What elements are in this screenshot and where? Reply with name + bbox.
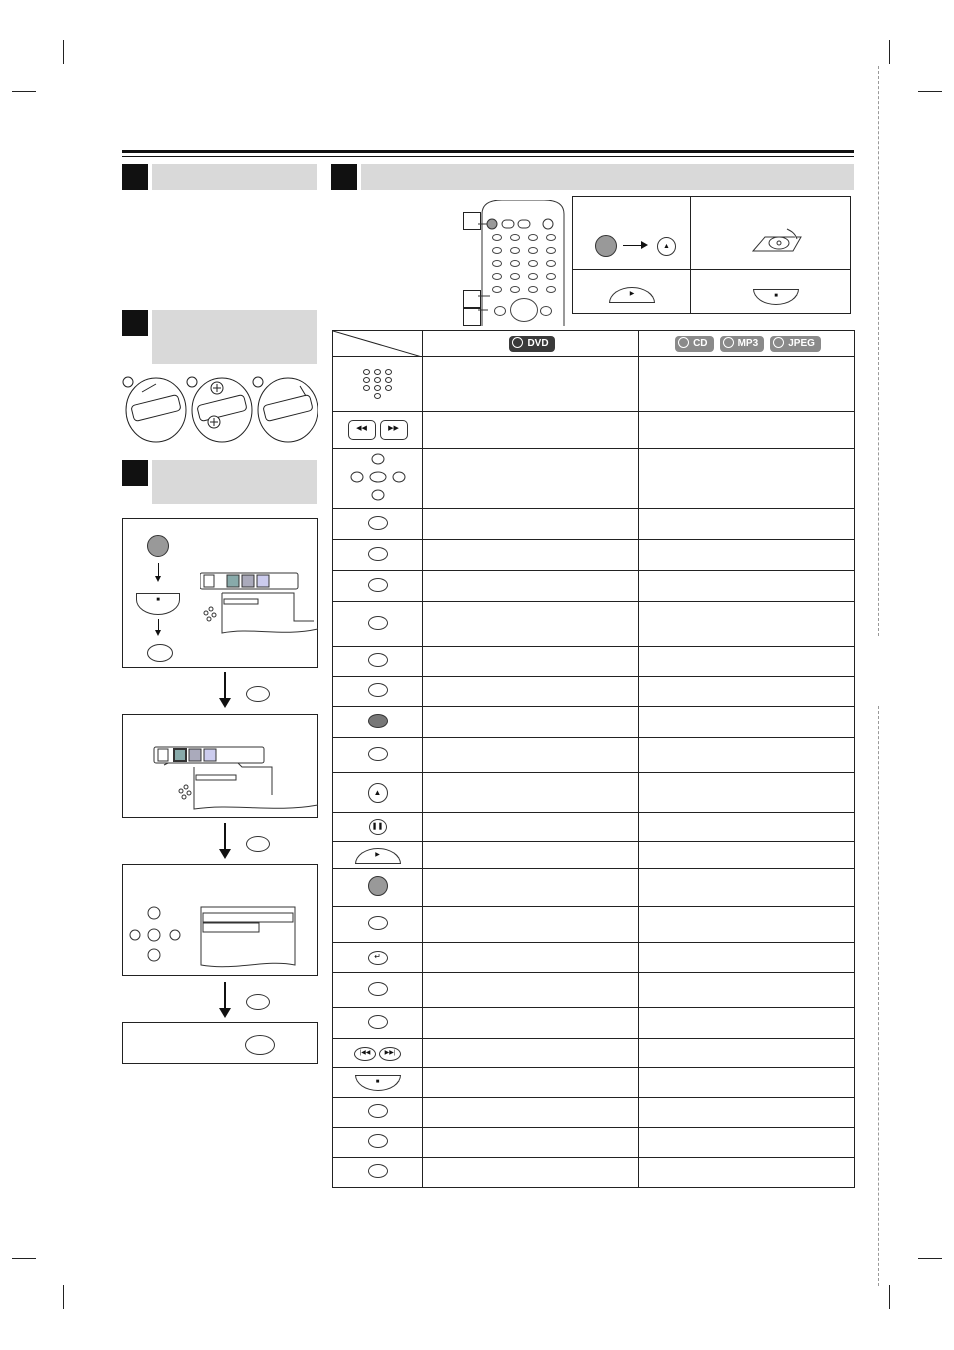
setup-button-icon: [245, 1035, 275, 1055]
section-marker: [122, 310, 148, 336]
oval-button-icon: [333, 907, 423, 943]
flow-arrow-icon: [224, 672, 226, 700]
power-button-icon: [147, 535, 169, 557]
flow-arrow-icon: [224, 823, 226, 851]
disc-tray-icon: [751, 225, 811, 259]
oval-button-icon: [333, 602, 423, 647]
section-marker: [331, 164, 357, 190]
cut-line: [878, 706, 879, 1286]
section-marker: [122, 164, 148, 190]
oval-button-icon: [333, 1008, 423, 1039]
header-rule-thin: [122, 156, 854, 157]
table-row: [333, 1128, 855, 1158]
header-dvd: [423, 331, 639, 357]
crop-mark: [889, 40, 890, 64]
oval-button-icon: [333, 540, 423, 571]
mp3-badge: MP3: [720, 336, 765, 352]
table-row: [333, 1068, 855, 1098]
skip-icon: |◀◀ ▶▶|: [333, 1039, 423, 1068]
crop-mark: [918, 1258, 942, 1259]
table-row: [333, 973, 855, 1008]
open-close-button-icon: ▲: [657, 237, 676, 256]
header-corner: [333, 331, 423, 357]
jpeg-badge: JPEG: [770, 336, 821, 352]
table-row: [333, 571, 855, 602]
section-marker: [122, 460, 148, 486]
table-row: [333, 1158, 855, 1188]
setup-step-1: [122, 518, 318, 668]
stop-icon: ■: [333, 1068, 423, 1098]
table-row: [333, 907, 855, 943]
play-button-icon: ▶: [609, 287, 655, 303]
table-row: [333, 647, 855, 677]
table-row: [333, 738, 855, 773]
setup-step-3: [122, 864, 318, 976]
enter-button-icon: [246, 686, 270, 702]
oval-button-icon: [333, 973, 423, 1008]
play-icon: ▶: [333, 842, 423, 869]
setup-button-icon: [147, 644, 173, 662]
stop-button-icon: ■: [753, 289, 799, 305]
table-row: [333, 869, 855, 907]
table-row: [333, 813, 855, 842]
table-row: [333, 943, 855, 973]
oval-button-icon: [333, 738, 423, 773]
cursor-enter-icon: [333, 449, 423, 509]
table-row: [333, 1008, 855, 1039]
table-row: [333, 357, 855, 412]
table-row: [333, 602, 855, 647]
flow-arrow-icon: [224, 982, 226, 1010]
fast-reverse-forward-icon: ◀◀ ▶▶: [333, 412, 423, 449]
arrow-icon: [158, 563, 159, 577]
cut-line: [878, 66, 879, 636]
section-header-bar: [361, 164, 854, 190]
arrow-icon: [158, 619, 159, 631]
table-row: [333, 773, 855, 813]
oval-button-icon: [333, 1158, 423, 1188]
table-header-row: [333, 331, 855, 357]
number-keypad-icon: [333, 357, 423, 412]
oval-button-icon: [333, 647, 423, 677]
table-row: [333, 1098, 855, 1128]
stop-button-icon: ■: [136, 593, 180, 615]
pause-icon: ❚❚: [333, 813, 423, 842]
cd-badge: CD: [675, 336, 713, 352]
table-row: [333, 509, 855, 540]
crop-mark: [63, 1285, 64, 1309]
table-row: [333, 677, 855, 707]
section-header-bar: [152, 310, 317, 364]
section-header-bar: [152, 164, 317, 190]
quick-play-steps: [572, 196, 851, 314]
enter-button-icon: [246, 836, 270, 852]
oval-button-icon: [333, 1128, 423, 1158]
crop-mark: [12, 1258, 36, 1259]
crop-mark: [63, 40, 64, 64]
oval-button-icon: [333, 677, 423, 707]
crop-mark: [918, 91, 942, 92]
open-close-icon: ▲: [333, 773, 423, 813]
setup-step-4: [122, 1022, 318, 1064]
power-icon: [333, 869, 423, 907]
table-row: [333, 1039, 855, 1068]
setup-step-2: [122, 714, 318, 818]
oval-button-dark-icon: [333, 707, 423, 738]
header-rule: [122, 150, 854, 153]
oval-button-icon: [333, 509, 423, 540]
return-icon: ↵: [333, 943, 423, 973]
section-header-bar: [152, 460, 317, 504]
power-button-icon: [595, 235, 617, 257]
table-row: [333, 707, 855, 738]
table-row: [333, 449, 855, 509]
remote-function-table: [332, 330, 855, 1188]
oval-button-icon: [333, 1098, 423, 1128]
table-row: [333, 842, 855, 869]
header-disc-types: [639, 331, 855, 357]
dvd-badge: DVD: [509, 336, 554, 352]
table-row: [333, 540, 855, 571]
crop-mark: [12, 91, 36, 92]
table-row: [333, 412, 855, 449]
oval-button-icon: [333, 571, 423, 602]
enter-button-icon: [246, 994, 270, 1010]
crop-mark: [889, 1285, 890, 1309]
